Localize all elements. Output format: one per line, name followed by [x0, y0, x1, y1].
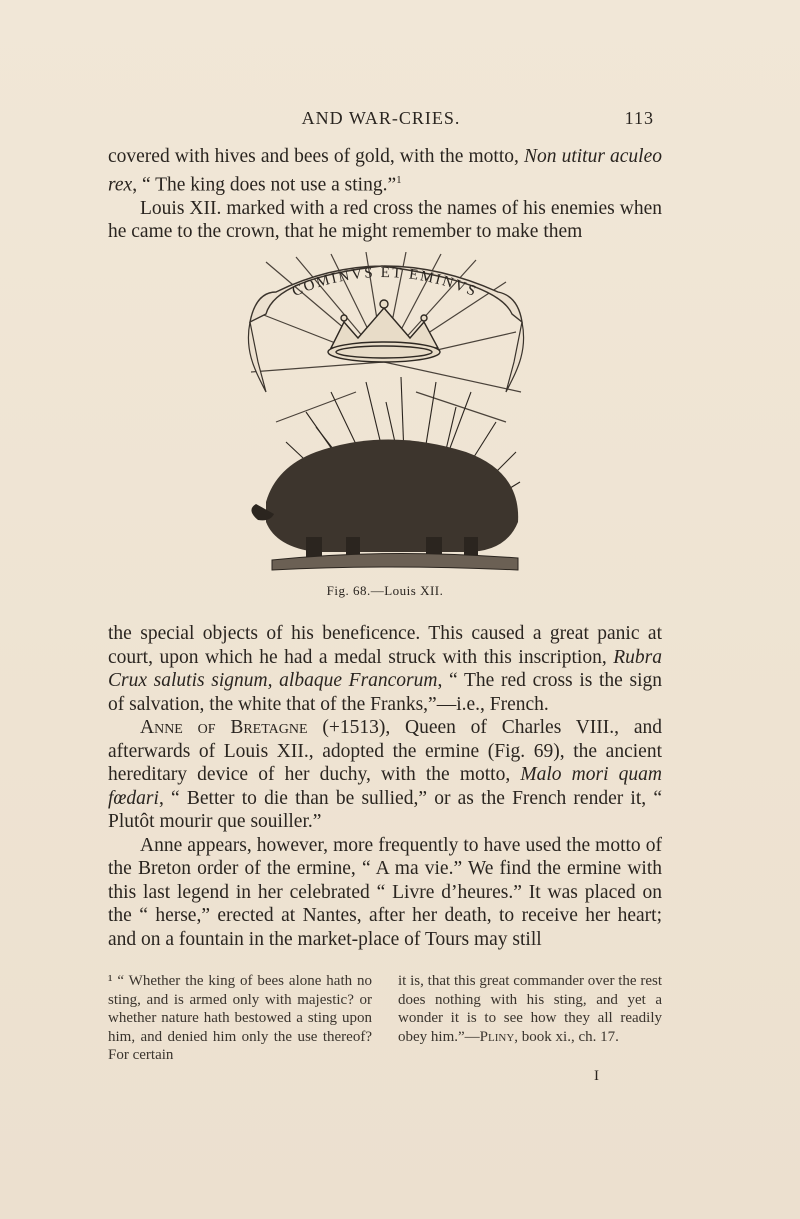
footnote-ref: 1: [396, 173, 402, 186]
paragraph-2: Louis XII. marked with a red cross the names of his enemies when he came to the crown, that he might remember to make them: [108, 197, 662, 242]
figure-caption: Fig. 68.—Louis XII.: [326, 583, 444, 598]
page-number: 113: [624, 108, 654, 128]
footnote-column-1: ¹ “ Whether the king of bees alone hath no sting, and is armed only with majestic? or whether nature hath bestowed a sting upon him, and denied him only the use thereof? For certain: [108, 973, 372, 1063]
porcupine-illustration: [236, 252, 528, 572]
running-head-title: AND WAR-CRIES.: [301, 108, 461, 128]
paragraph-3: the special objects of his beneficence. This caused a great panic at court, upon which he had a medal struck with this inscription, Rubra Crux salutis signum, albaque Francorum, “ The red cross is the sign of salvation, the white that of the Franks,”—i.e., French.: [108, 623, 662, 715]
scroll-motto: COMINVS ET EMINVS: [289, 264, 480, 301]
motto-malo-mori: Malo mori quam fœdari: [108, 764, 662, 809]
footnote: [108, 972, 662, 1065]
svg-text:COMINVS ET EMINVS: [290, 265, 480, 300]
text-block-top: [108, 145, 662, 244]
footnote-column-2: it is, that this great commander over the rest does nothing with his sting, and yet a wonder it is to see how they all readily obey him.”—Pliny, book xi., ch. 17.: [398, 973, 662, 1045]
porcupine-engraving-icon: [236, 252, 528, 572]
anne-of-bretagne: Anne of Bretagne: [140, 717, 308, 738]
paragraph-1: covered with hives and bees of gold, with the motto, Non utitur aculeo rex, “ The king does not use a sting.”$^1$: [108, 146, 663, 195]
text-block-bottom: [108, 622, 662, 951]
paragraph-5: Anne appears, however, more frequently to have used the motto of the Breton order of the ermine, “ A ma vie.” We find the ermine with this last legend in her celebrated “ Livre d’heures.” It was placed on the “ herse,” erected at Nantes, after her death, to receive her heart; and on a fountain in the market-place of Tours may still: [108, 834, 662, 950]
running-head: [108, 108, 654, 132]
motto-non-utitur: Non utitur aculeo rex: [108, 146, 663, 195]
motto-rubra-crux: Rubra Crux salutis signum, albaque Francorum: [108, 646, 662, 691]
footnote-author: Pliny: [479, 1028, 515, 1045]
paragraph-4: Anne of Bretagne (+1513), Queen of Charles VIII., and afterwards of Louis XII., adopted the ermine (Fig. 69), the ancient hereditary device of her duchy, with the motto, Malo mori quam fœdari, “ Better to die than be sullied,” or as the French render it, “ Plutôt mourir que souiller.”: [108, 717, 662, 832]
signature-mark: I: [594, 1068, 599, 1084]
